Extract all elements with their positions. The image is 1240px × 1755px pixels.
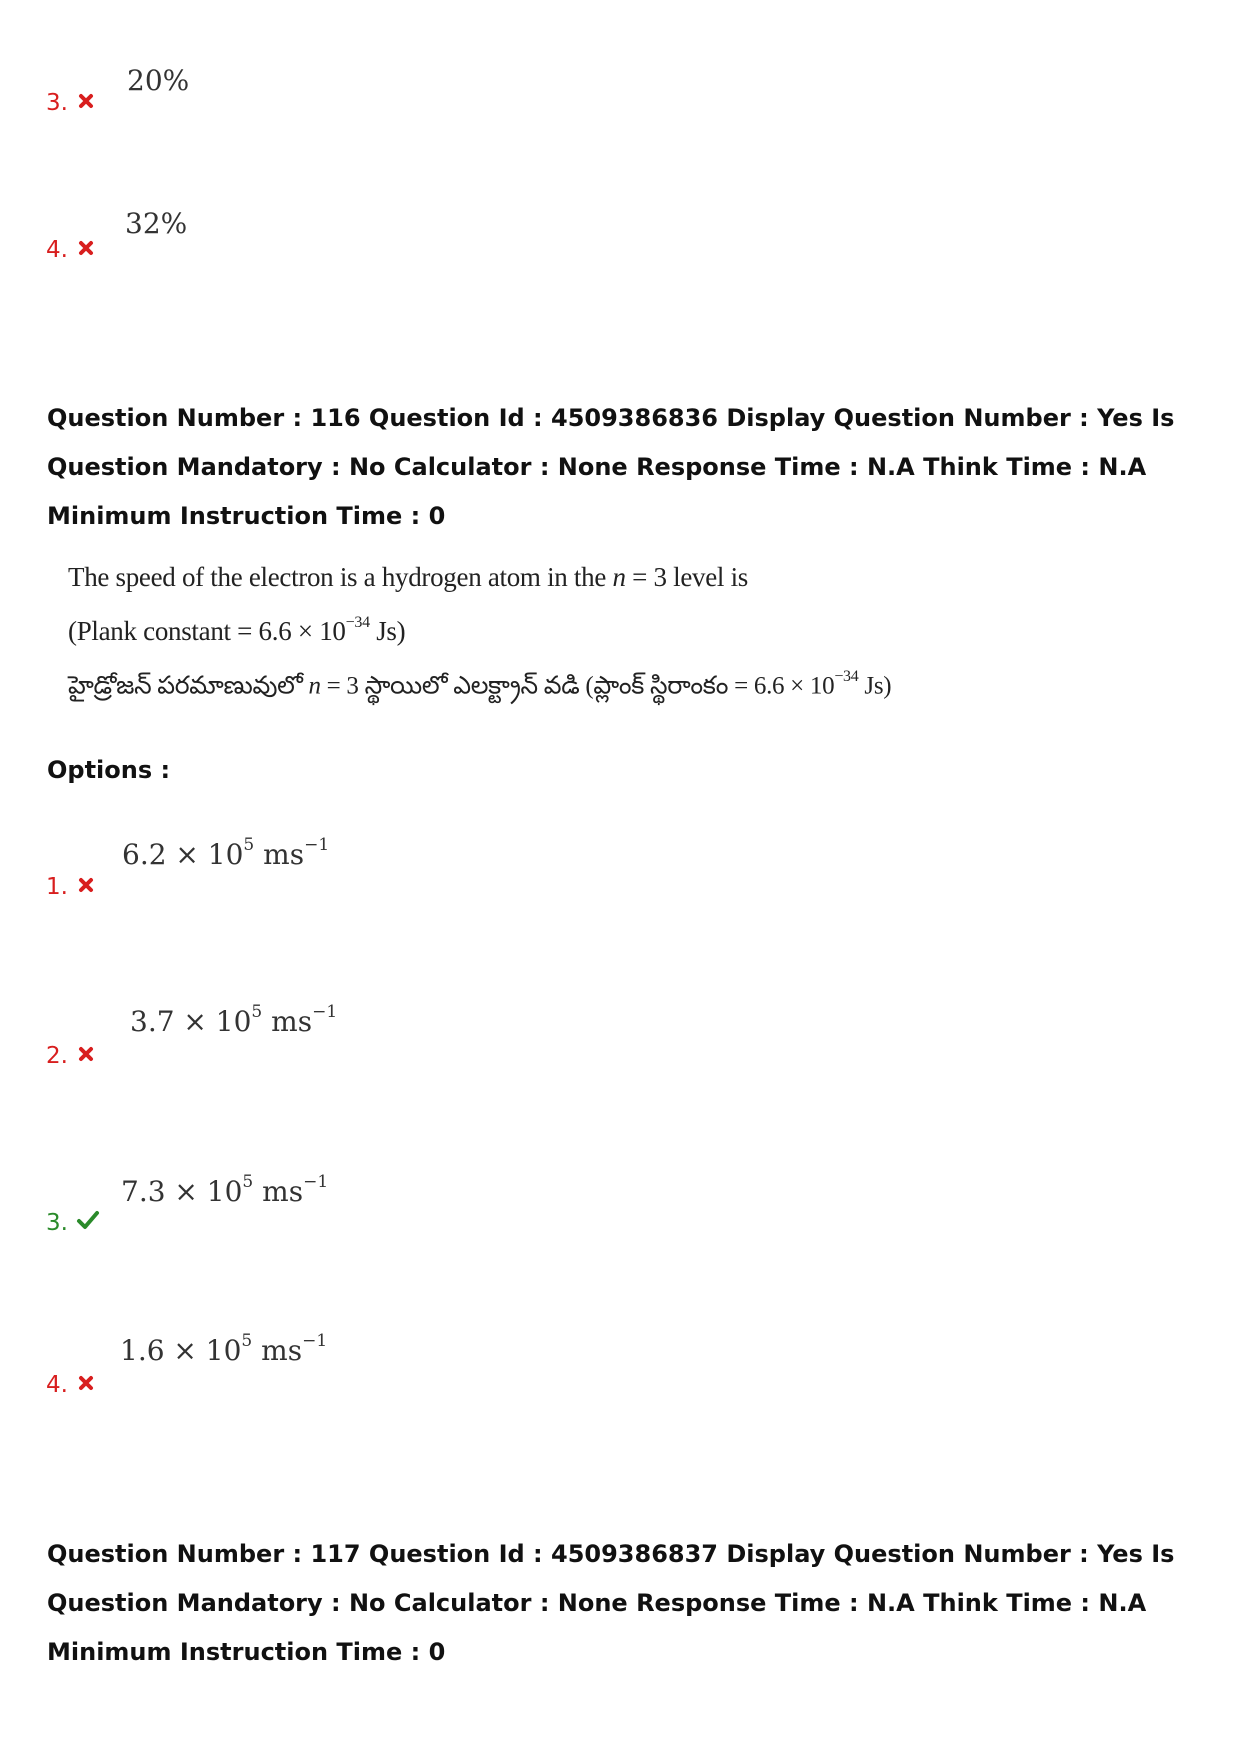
cross-icon <box>78 1375 94 1391</box>
cross-icon <box>78 93 94 109</box>
option-value: 20% <box>127 64 190 97</box>
option-number: 1. <box>46 874 68 900</box>
question-text-line-2: (Plank constant = $6.6 \times 10^{-34}$ Js) <box>68 614 406 646</box>
question-meta: Question Number : 116 Question Id : 4509386836 Display Question Number : Yes Is Question Mandatory : No Calculator : None Response Time : N.A Think Time : N.A Minimum Instruction Time : 0 <box>47 404 1175 530</box>
option-value: $3.7 \times 10^5$ $ms^{-1}$ <box>130 1001 338 1038</box>
options-label: Options : <box>47 756 171 784</box>
cross-icon <box>78 877 94 893</box>
question-text-line-1: The speed of the electron is a hydrogen atom in the n = 3 level is <box>68 562 748 592</box>
cross-icon <box>78 240 94 256</box>
option-value: 32% <box>125 207 188 240</box>
option-number: 4. <box>46 1372 68 1398</box>
cross-icon <box>78 1046 94 1062</box>
question-meta: Question Number : 117 Question Id : 4509386837 Display Question Number : Yes Is Question Mandatory : No Calculator : None Response Time : N.A Think Time : N.A Minimum Instruction Time : 0 <box>47 1540 1175 1666</box>
option-value: $1.6 \times 10^5$ $ms^{-1}$ <box>120 1330 328 1367</box>
option-value: $7.3 \times 10^5$ $ms^{-1}$ <box>121 1171 329 1208</box>
option-number: 2. <box>46 1043 68 1069</box>
checkmark-icon <box>76 1210 100 1230</box>
option-value: $6.2 \times 10^5$ $ms^{-1}$ <box>122 834 330 871</box>
option-number: 3. <box>46 1210 68 1236</box>
option-number: 3. <box>46 90 68 116</box>
option-number: 4. <box>46 237 68 263</box>
question-text-line-3: హైడ్రోజన్ పరమాణువులో n = 3 స్థాయిలో ఎలక్ట్రాన్ వడి (ప్లాంక్ స్థిరాంకం = $6.6 \times 10^{-34}$ Js) <box>68 668 892 700</box>
